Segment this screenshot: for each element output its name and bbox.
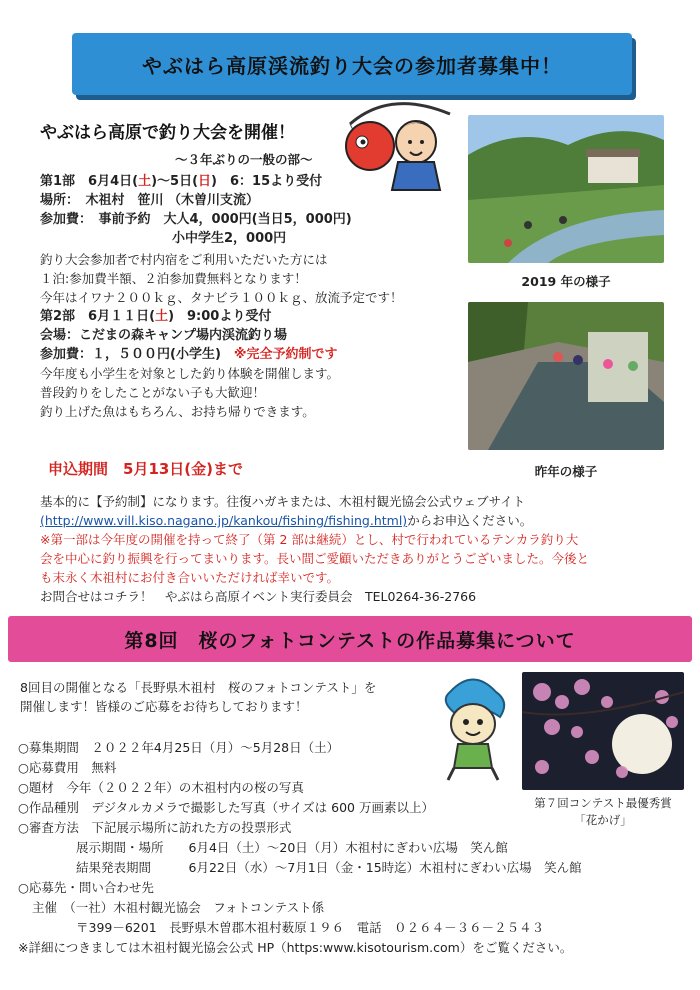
- details-note: ※詳細につきましては木祖村観光協会公式 HP（https:www.kisotourism.com）をご覧ください。: [18, 940, 573, 955]
- part1-fee-children: 小中学生2，000円: [172, 231, 287, 246]
- contest-intro: 8回目の開催となる「長野県木祖村 桜のフォトコンテスト」を: [20, 680, 377, 695]
- fishing-subheading: ～３年ぶりの一般の部～: [175, 152, 313, 167]
- photo-contest-banner: 第8回 桜のフォトコンテストの作品募集について: [8, 616, 692, 662]
- part2-note: 釣り上げた魚はもちろん、お持ち帰りできます。: [40, 404, 315, 419]
- part2-note: 今年度も小学生を対象とした釣り体験を開催します。: [40, 366, 340, 381]
- part2-title: 第2部 6月１１日(土) 9:00より受付: [40, 309, 272, 324]
- part1-note: １泊:参加費半額、２泊参加費無料となります！: [40, 271, 307, 286]
- part2-fee-note: ※完全予約制です: [233, 347, 338, 362]
- contest-item: ○題材 今年（２０２２年）の木祖村内の桜の写真: [18, 780, 304, 795]
- contest-intro: 開催します！皆様のご応募をお待ちしております！: [20, 699, 308, 714]
- contact-line: お問合せはコチラ！ やぶはら高原イベント実行委員会 TEL0264-36-2766: [40, 589, 477, 604]
- contest-item: ○募集期間 ２０２２年4月25日（月）～5月28日（土）: [18, 740, 340, 755]
- contest-photo-caption: 第７回コンテスト最優秀賞: [534, 796, 672, 810]
- part1-note: 釣り大会参加者で村内宿をご利用いただいた方には: [40, 252, 328, 267]
- notice: も末永く木祖村にお付き合いいただければ幸いです。: [40, 570, 340, 585]
- result-info: 結果発表期間 6月22日（水）～7月1日（金・15時迄）木祖村にぎわい広場 笑ん館: [76, 860, 582, 875]
- fishing-heading: やぶはら高原で釣り大会を開催！: [40, 123, 295, 143]
- part1-fee: 参加費： 事前予約 大人4，000円(当日5，000円): [40, 212, 352, 227]
- photo-last-year-caption: 昨年の様子: [534, 464, 598, 479]
- part2-fee: 参加費：１，５００円(小学生) ※完全予約制です: [40, 347, 338, 362]
- apply-info: 基本的に【予約制】になります。往復ハガキまたは、木祖村観光協会公式ウェブサイト: [40, 494, 526, 509]
- website-link[interactable]: (http://www.vill.kiso.nagano.jp/kankou/fishing/fishing.html): [40, 513, 408, 528]
- photo-2019-caption: 2019 年の様子: [521, 274, 611, 289]
- fishing-banner: やぶはら高原渓流釣り大会の参加者募集中！: [72, 33, 632, 95]
- contest-item: ○審査方法 下記展示場所に訪れた方の投票形式: [18, 820, 292, 835]
- organizer: 主催 （一社）木祖村観光協会 フォトコンテスト係: [32, 900, 325, 915]
- apply-info-link-line: (http://www.vill.kiso.nagano.jp/kankou/fishing/fishing.html)からお申込ください。: [40, 513, 533, 528]
- notice: 会を中心に釣り振興を行ってまいります。長い間ご愛顧いただきありがとうございました。今後と: [40, 551, 590, 566]
- deadline: 申込期間 5月13日(金)まで: [48, 460, 244, 478]
- contest-photo-title: 「花かげ」: [574, 813, 632, 827]
- address: 〒399－6201 長野県木曽郡木祖村薮原１９６ 電話 ０２６４－３６－２５４３: [76, 920, 545, 935]
- photo-last-year: [468, 302, 664, 450]
- photo-2019: [468, 115, 664, 263]
- part2-note: 普段釣りをしたことがない子も大歓迎！: [40, 385, 266, 400]
- part1-title: 第1部 6月4日(土)～5日(日) 6：15より受付: [40, 174, 323, 189]
- exhibit-info: 展示期間・場所 6月4日（土）～20日（月）木祖村にぎわい広場 笑ん館: [76, 840, 508, 855]
- part1-note: 今年はイワナ２００ｋｇ、タナビラ１００ｋｇ、放流予定です！: [40, 290, 403, 305]
- apply-contact-heading: ○応募先・問い合わせ先: [18, 880, 154, 895]
- part2-venue: 会場：こだまの森キャンプ場内渓流釣り場: [40, 328, 288, 343]
- contest-item: ○作品種別 デジタルカメラで撮影した写真（サイズは 600 万画素以上）: [18, 800, 434, 815]
- part1-place: 場所： 木祖村 笹川 （木曽川支流）: [40, 193, 260, 208]
- notice: ※第一部は今年度の開催を持って終了（第 2 部は継続）とし、村で行われているテンカラ釣り大: [40, 532, 579, 547]
- contest-item: ○応募費用 無料: [18, 760, 117, 775]
